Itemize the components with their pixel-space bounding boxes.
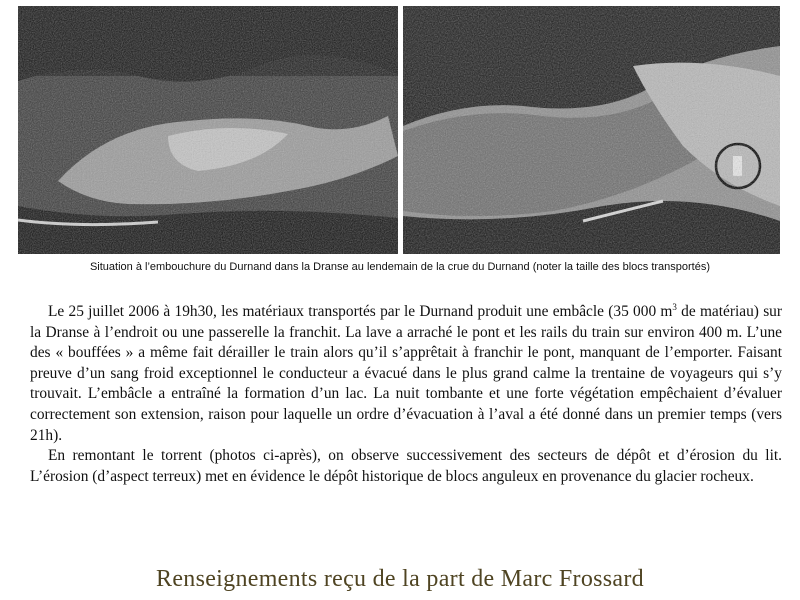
paragraph-1-text-a: Le 25 juillet 2006 à 19h30, les matériaux transportés par le Durnand produit une embâcle (35 000 m bbox=[48, 303, 673, 320]
aerial-photo-left bbox=[18, 6, 398, 254]
paragraph-2: En remontant le torrent (photos ci-après), on observe successivement des secteurs de dépôt et d’érosion du lit. L’érosion (d’aspect terreux) met en évidence le dépôt historique de blocs anguleux en provenance du glacier rocheux. bbox=[30, 447, 782, 485]
aerial-photo-right bbox=[403, 6, 780, 254]
cubic-superscript: 3 bbox=[672, 302, 677, 312]
paragraph-1-text-b: de matériau) sur la Dranse à l’endroit ou une passerelle la franchit. La lave a arraché le pont et les rails du train sur environ 400 m. L’une des « bouffées » a même fait dérailler le train alors qu’il s’apprêtait à franchir le pont, manquant de l’emporter. Faisant preuve d’un sang froid exceptionnel le conducteur a évacué dans le plus grand calme la trentaine de voyageurs qui s’y trouvait. L’embâcle a entraîné la formation d’un lac. La nuit tombante et une forte végétation empêchaient d’évaluer correctement son extension, raison pour laquelle un ordre d’évacuation à l’aval a été donné dans un premier temps (vers 21h). bbox=[30, 303, 783, 444]
article-body bbox=[30, 302, 782, 487]
footer-credit: Renseignements reçu de la part de Marc Frossard bbox=[156, 566, 644, 592]
paragraph-1 bbox=[30, 302, 782, 446]
photo-caption: Situation à l’embouchure du Durnand dans la Dranse au lendemain de la crue du Durnand (noter la taille des blocs transportés) bbox=[89, 261, 711, 273]
